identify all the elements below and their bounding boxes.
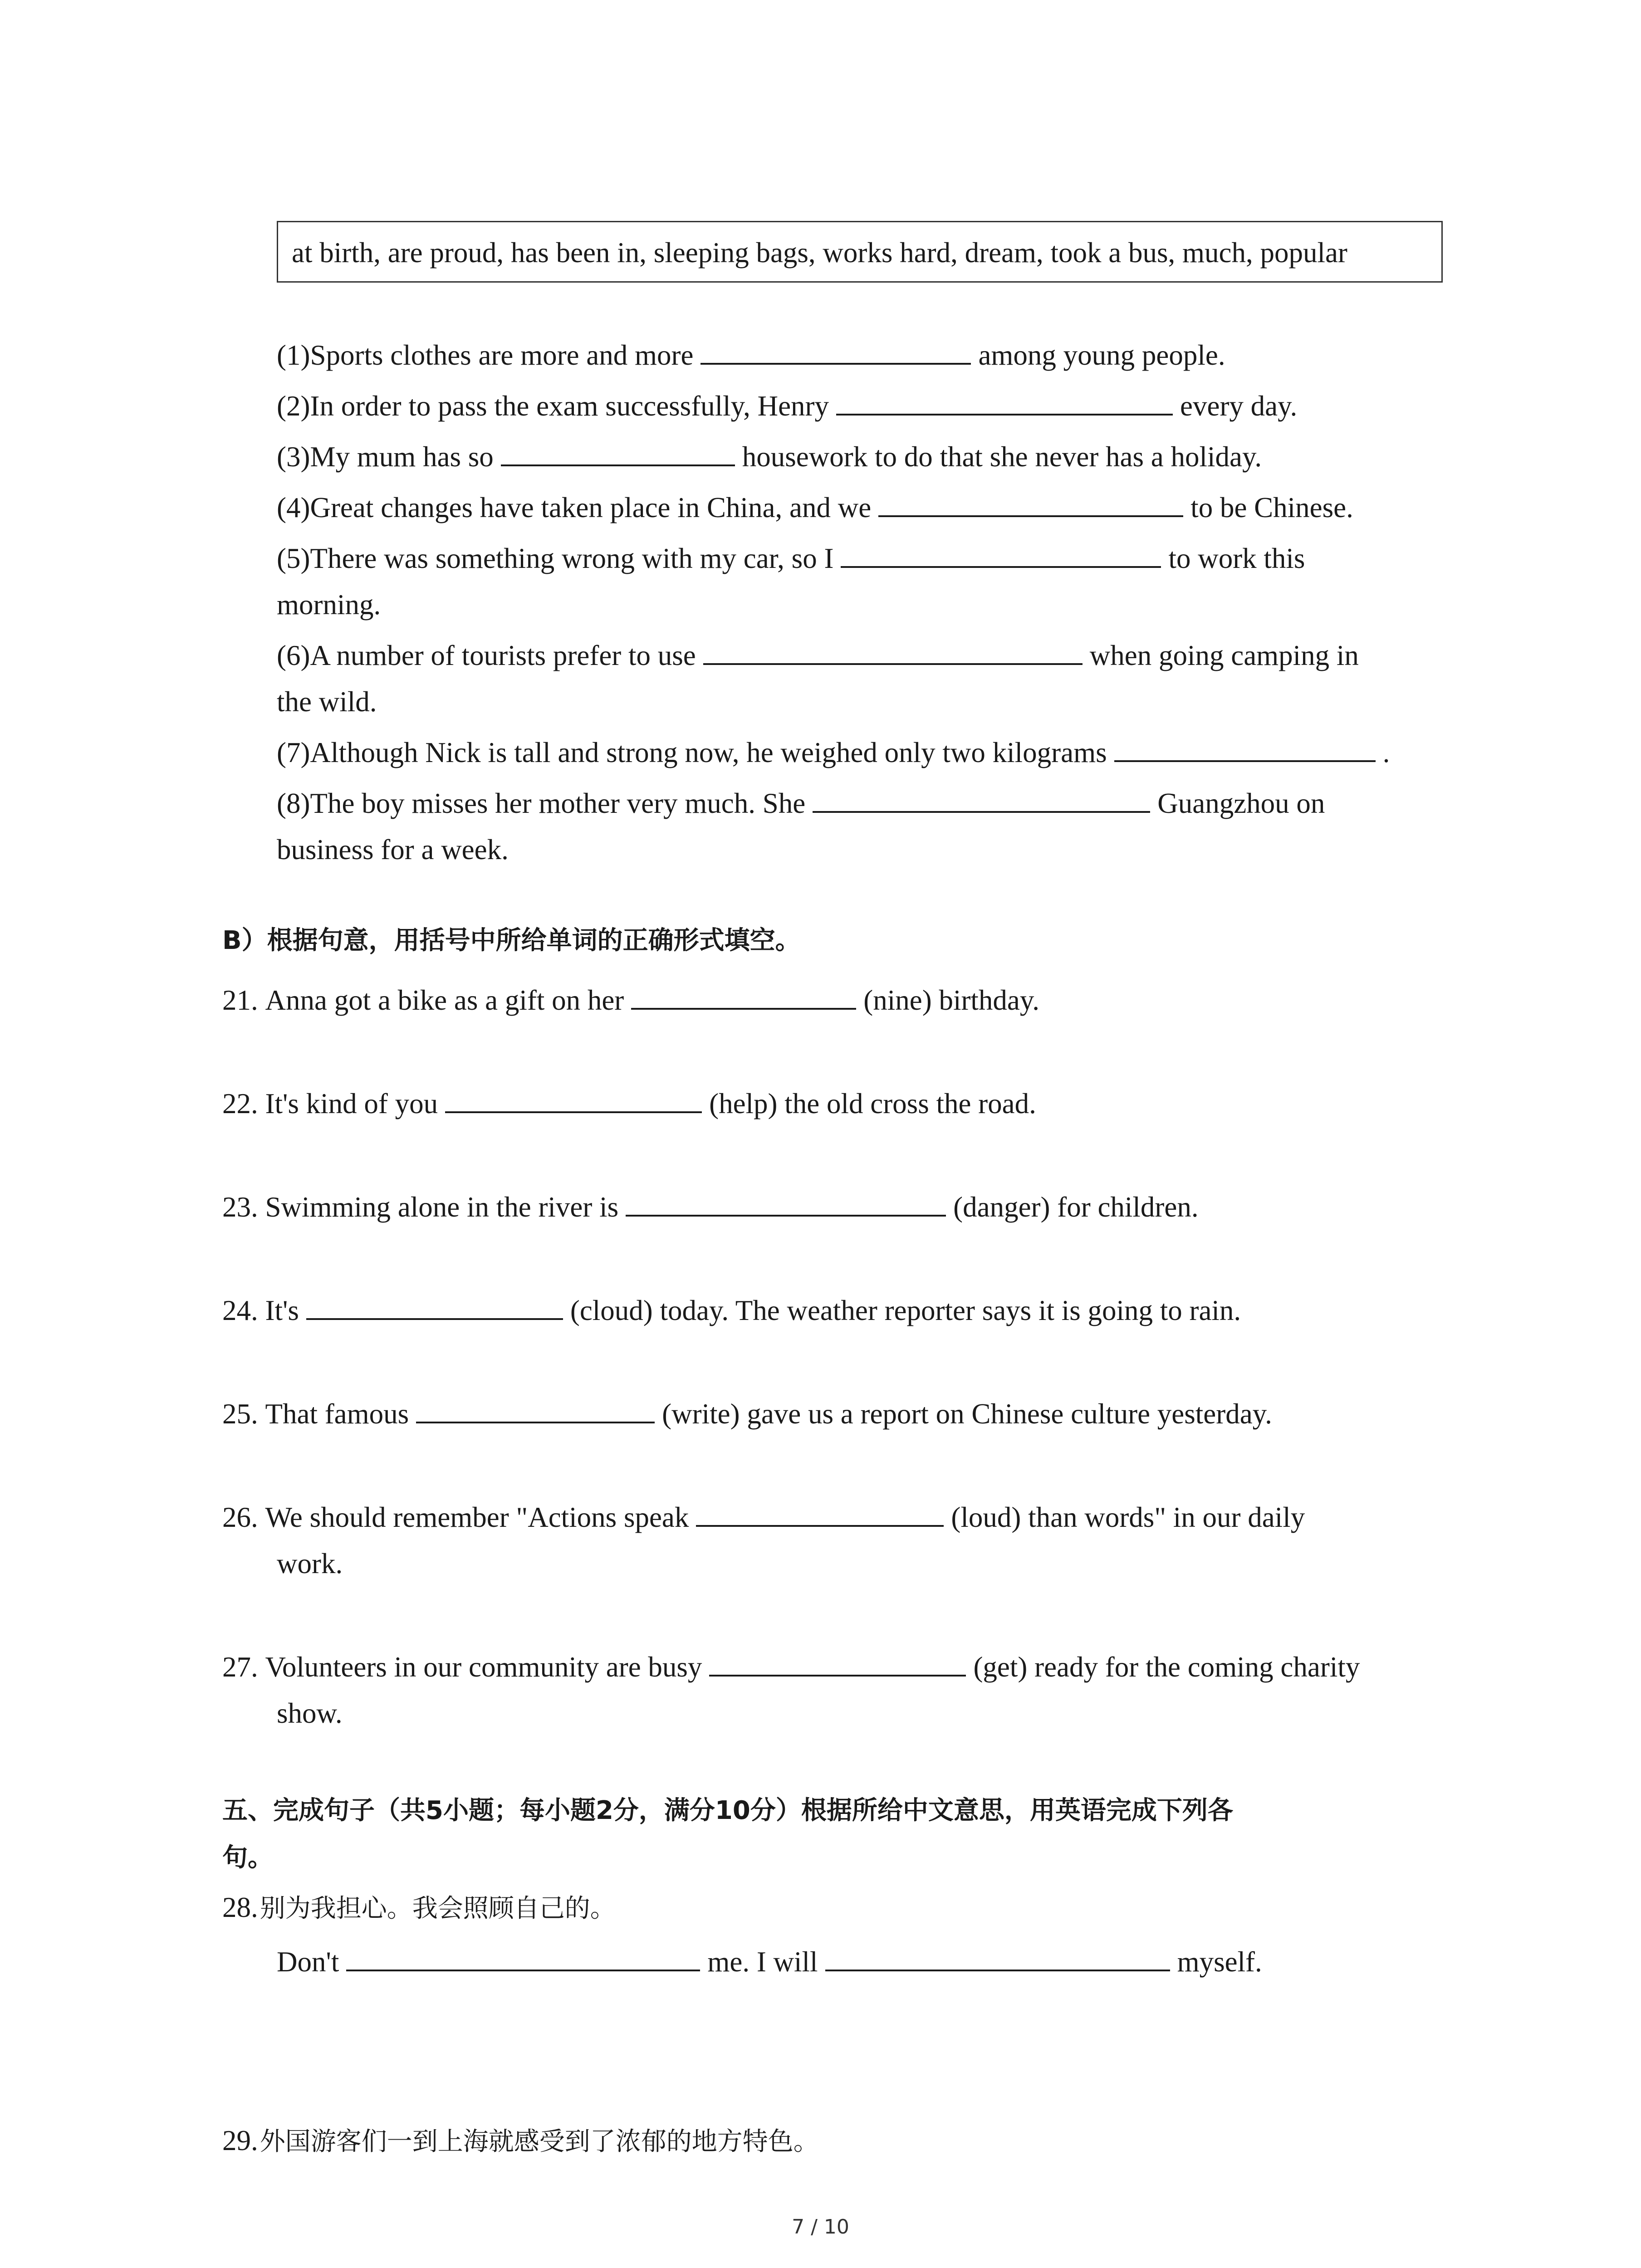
answer-blank[interactable] <box>841 544 1161 568</box>
list-item <box>277 392 1297 420</box>
answer-blank[interactable] <box>631 986 856 1010</box>
item-text: when going camping in <box>1089 640 1359 671</box>
item-text: (1)Sports clothes are more and more <box>277 339 694 371</box>
item-text: (5)There was something wrong with my car, so I <box>277 543 834 574</box>
answer-text: me. I will <box>707 1946 818 1978</box>
question-number: 26. <box>222 1501 258 1533</box>
list-item <box>277 443 1262 471</box>
chinese-prompt: 别为我担心。我会照顾自己的。 <box>260 1894 616 1923</box>
list-item <box>277 494 1353 522</box>
section-heading: 五、完成句子（共5小题；每小题2分，满分10分）根据所给中文意思，用英语完成下列各 <box>222 1796 1233 1825</box>
answer-blank[interactable] <box>346 1948 700 1971</box>
word-bank: at birth, are proud, has been in, sleeping bags, works hard, dream, took a bus, much, popular <box>292 237 1347 269</box>
answer-line <box>277 1948 1262 1976</box>
item-continuation: morning. <box>277 589 381 621</box>
question-text: (cloud) today. The weather reporter says it is going to rain. <box>570 1295 1241 1326</box>
question-text: It's kind of you <box>265 1088 438 1119</box>
question-23 <box>222 1193 1199 1222</box>
question-number: 23. <box>222 1191 258 1223</box>
question-number: 22. <box>222 1088 258 1119</box>
question-26 <box>222 1503 1305 1532</box>
question-text: It's <box>265 1295 299 1326</box>
question-number: 28. <box>222 1892 258 1923</box>
item-text: (3)My mum has so <box>277 441 494 473</box>
item-text: every day. <box>1180 390 1298 422</box>
answer-blank[interactable] <box>306 1296 563 1320</box>
item-text: housework to do that she never has a holiday. <box>742 441 1262 473</box>
question-29 <box>222 2126 819 2155</box>
question-number: 24. <box>222 1295 258 1326</box>
question-text: (loud) than words" in our daily <box>951 1501 1305 1533</box>
item-text: Guangzhou on <box>1157 787 1325 819</box>
answer-blank[interactable] <box>709 1653 966 1677</box>
question-text: (get) ready for the coming charity <box>973 1651 1360 1683</box>
question-text: (write) gave us a report on Chinese culture yesterday. <box>662 1398 1272 1430</box>
item-text: . <box>1382 737 1390 768</box>
list-item <box>277 789 1325 818</box>
question-number: 27. <box>222 1651 258 1683</box>
question-24 <box>222 1296 1241 1325</box>
item-text: (8)The boy misses her mother very much. She <box>277 787 806 819</box>
question-number: 25. <box>222 1398 258 1430</box>
answer-blank[interactable] <box>416 1400 655 1423</box>
item-text: to work this <box>1168 543 1305 574</box>
question-number: 29. <box>222 2125 258 2156</box>
word-bank-box <box>277 221 1443 283</box>
question-text: Volunteers in our community are busy <box>265 1651 702 1683</box>
question-text: (nine) birthday. <box>863 984 1040 1016</box>
answer-text: Don't <box>277 1946 339 1978</box>
item-text: among young people. <box>978 339 1225 371</box>
question-28 <box>222 1893 616 1922</box>
question-text: (danger) for children. <box>953 1191 1199 1223</box>
list-item <box>277 738 1390 767</box>
question-25 <box>222 1400 1272 1428</box>
answer-blank[interactable] <box>703 641 1083 665</box>
answer-blank[interactable] <box>825 1948 1170 1971</box>
answer-text: myself. <box>1177 1946 1262 1978</box>
answer-blank[interactable] <box>700 341 971 365</box>
list-item <box>277 641 1359 670</box>
item-text: (4)Great changes have taken place in China, and we <box>277 492 872 523</box>
answer-blank[interactable] <box>878 494 1183 517</box>
item-continuation: business for a week. <box>277 834 509 865</box>
answer-blank[interactable] <box>1114 738 1376 762</box>
question-text: Anna got a bike as a gift on her <box>265 984 624 1016</box>
item-text: to be Chinese. <box>1190 492 1353 523</box>
question-continuation: show. <box>277 1697 343 1729</box>
section-heading-continuation: 句。 <box>222 1843 273 1872</box>
list-item <box>277 341 1225 370</box>
question-continuation: work. <box>277 1548 343 1579</box>
question-text: We should remember "Actions speak <box>265 1501 689 1533</box>
answer-blank[interactable] <box>813 789 1150 813</box>
item-text: (2)In order to pass the exam successfully, Henry <box>277 390 829 422</box>
question-number: 21. <box>222 984 258 1016</box>
answer-blank[interactable] <box>445 1090 702 1113</box>
answer-blank[interactable] <box>501 443 735 466</box>
item-text: (7)Although Nick is tall and strong now, he weighed only two kilograms <box>277 737 1107 768</box>
section-heading: B）根据句意，用括号中所给单词的正确形式填空。 <box>222 926 801 955</box>
question-21 <box>222 986 1039 1015</box>
question-27 <box>222 1653 1360 1681</box>
item-continuation: the wild. <box>277 686 377 718</box>
page-number: 7 / 10 <box>792 2215 849 2239</box>
question-22 <box>222 1090 1036 1118</box>
question-text: Swimming alone in the river is <box>265 1191 619 1223</box>
question-text: That famous <box>265 1398 409 1430</box>
chinese-prompt: 外国游客们一到上海就感受到了浓郁的地方特色。 <box>260 2127 819 2156</box>
item-text: (6)A number of tourists prefer to use <box>277 640 696 671</box>
question-text: (help) the old cross the road. <box>709 1088 1036 1119</box>
answer-blank[interactable] <box>836 392 1173 415</box>
answer-blank[interactable] <box>626 1193 946 1217</box>
list-item <box>277 544 1305 573</box>
answer-blank[interactable] <box>696 1503 944 1527</box>
